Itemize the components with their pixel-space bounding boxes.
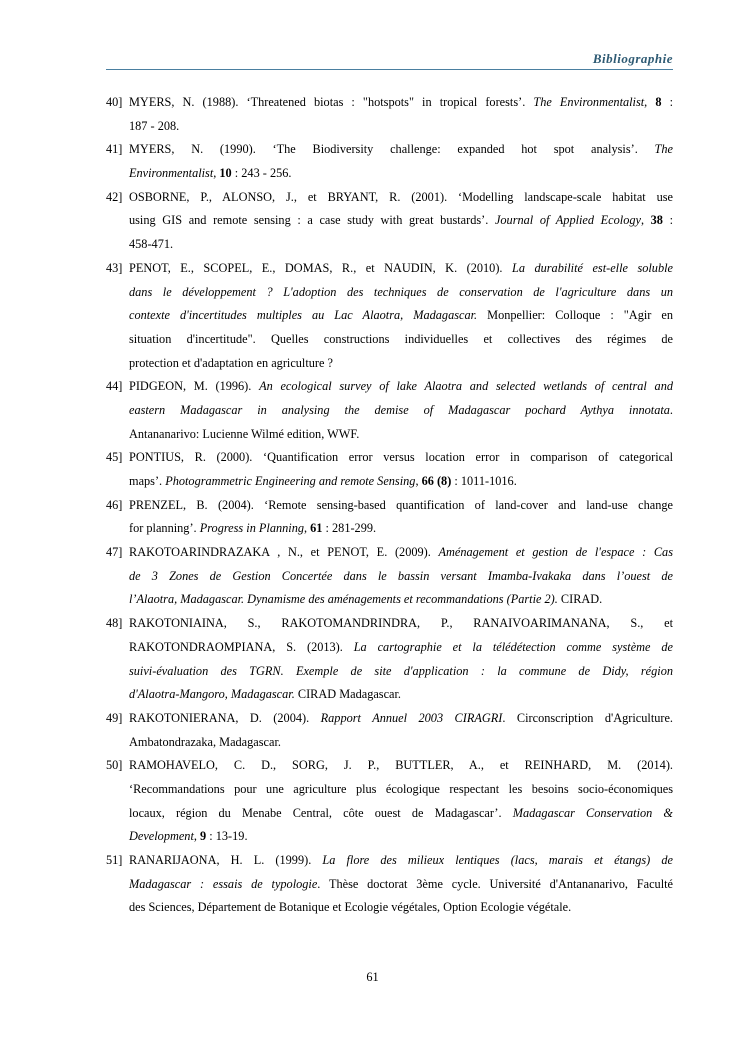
reference-line — [129, 707, 673, 731]
reference-number: 50] — [106, 758, 123, 773]
reference-segment: eastern Madagascar in analysing the demise of Madagascar pochard Aythya innotata — [129, 402, 670, 417]
reference-segment: RAKOTONDRAOMPIANA, S. (2013). — [129, 639, 354, 654]
reference-line — [129, 683, 673, 707]
reference-entry — [106, 186, 673, 257]
reference-text — [129, 138, 673, 185]
reference-line — [129, 612, 673, 636]
reference-entry — [106, 612, 673, 707]
reference-segment: protection et d'adaptation en agriculture ? — [129, 355, 334, 370]
reference-number: 45] — [106, 450, 123, 465]
reference-segment: 458-471. — [129, 237, 174, 252]
reference-segment: Progress in Planning — [199, 521, 304, 536]
reference-segment: CIRAD. — [557, 592, 603, 607]
reference-segment: La durabilité est-elle soluble — [511, 260, 673, 275]
reference-line — [129, 517, 673, 541]
reference-segment: using GIS and remote sensing : a case study with great bustards’. — [129, 213, 495, 228]
reference-line — [129, 494, 673, 518]
reference-segment: maps’. — [129, 474, 166, 488]
reference-entry — [106, 446, 673, 493]
reference-text — [129, 257, 673, 375]
reference-segment: des Sciences, Département de Botanique et Ecologie végétales, Option Ecologie végétale. — [129, 900, 572, 915]
reference-number: 42] — [106, 189, 123, 204]
reference-text — [129, 186, 673, 257]
reference-text — [129, 494, 673, 541]
reference-line — [129, 186, 673, 210]
reference-line — [129, 541, 673, 565]
reference-entry — [106, 754, 673, 849]
reference-segment: CIRAD Madagascar. — [294, 687, 402, 702]
reference-line — [129, 233, 673, 257]
reference-segment: , — [415, 474, 422, 488]
reference-segment: RANARIJAONA, H. L. (1999). — [129, 853, 323, 867]
reference-segment: The — [654, 142, 673, 157]
reference-segment: PENOT, E., SCOPEL, E., DOMAS, R., et NAUDIN, K. (2010). — [129, 260, 512, 275]
reference-segment: La cartographie et la télédétection comme système de — [353, 639, 673, 654]
reference-segment: , — [304, 521, 311, 536]
reference-segment: 66 (8) — [421, 474, 452, 488]
reference-segment: Madagascar : essais de typologie — [129, 876, 318, 891]
reference-entry — [106, 849, 673, 920]
reference-line — [129, 778, 673, 802]
reference-line — [129, 281, 673, 305]
reference-text — [129, 446, 673, 493]
reference-segment: Antananarivo: Lucienne Wilmé edition, WWF. — [129, 426, 360, 441]
reference-line — [129, 565, 673, 589]
reference-segment: situation d'incertitude". Quelles constructions individuelles et collectives des régimes de — [129, 331, 673, 346]
reference-line — [129, 304, 673, 328]
reference-segment: : 1011-1016. — [451, 474, 517, 488]
reference-segment: , — [193, 829, 201, 844]
reference-segment: 187 - 208. — [129, 118, 180, 133]
reference-line — [129, 328, 673, 352]
reference-segment: for planning’. — [129, 521, 200, 536]
reference-line — [129, 138, 673, 162]
reference-segment: contexte d'incertitudes multiples au Lac Alaotra, Madagascar. — [129, 308, 478, 323]
reference-segment: Ambatondrazaka, Madagascar. — [129, 734, 281, 749]
reference-line — [129, 896, 673, 920]
reference-segment: Madagascar Conservation & — [512, 805, 673, 820]
reference-segment: Photogrammetric Engineering and remote Sensing — [165, 474, 416, 488]
reference-segment: , — [640, 213, 651, 228]
reference-segment: La flore des milieux lentiques (lacs, marais et étangs) de — [322, 853, 673, 867]
reference-segment: suivi-évaluation des TGRN. Exemple de site d'application : la commune de Didy, région — [129, 663, 673, 678]
reference-entry — [106, 375, 673, 446]
page-number: 61 — [366, 970, 379, 984]
reference-segment: Journal of Applied Ecology — [494, 213, 641, 228]
reference-number: 51] — [106, 853, 123, 867]
reference-line — [129, 209, 673, 233]
reference-segment: The Environmentalist — [533, 95, 645, 109]
reference-text — [129, 754, 673, 849]
bibliography-list — [106, 91, 673, 920]
reference-line — [129, 636, 673, 660]
reference-number: 41] — [106, 142, 123, 157]
reference-number: 47] — [106, 545, 123, 560]
reference-segment: MYERS, N. (1990). ‘The Biodiversity challenge: expanded hot spot analysis’. — [129, 142, 655, 157]
reference-segment: PRENZEL, B. (2004). ‘Remote sensing-based quantification of land-cover and land-use change — [129, 497, 673, 512]
reference-segment: 61 — [310, 521, 323, 536]
reference-line — [129, 873, 673, 897]
reference-number: 49] — [106, 710, 123, 725]
reference-segment: , — [213, 166, 220, 181]
reference-number: 40] — [106, 95, 123, 109]
reference-number: 44] — [106, 379, 123, 394]
reference-segment: RAKOTOARINDRAZAKA , N., et PENOT, E. (2009). — [129, 545, 439, 560]
reference-segment: 8 — [655, 95, 662, 109]
reference-segment: : 13-19. — [206, 829, 248, 844]
reference-segment: , — [644, 95, 656, 109]
reference-line — [129, 731, 673, 755]
reference-segment: RAKOTONIERANA, D. (2004). — [129, 710, 321, 725]
reference-line — [129, 399, 673, 423]
running-header: Bibliographie — [592, 51, 673, 66]
reference-segment: de 3 Zones de Gestion Concertée dans le bassin versant Imamba-Ivakaka dans l’ouest de — [129, 568, 673, 583]
reference-segment: 38 — [650, 213, 663, 228]
reference-text — [129, 91, 673, 138]
reference-line — [129, 423, 673, 447]
reference-segment: : — [662, 213, 673, 228]
reference-line — [129, 470, 673, 494]
reference-entry — [106, 494, 673, 541]
reference-segment: : 243 - 256. — [231, 166, 292, 181]
reference-line — [129, 825, 673, 849]
reference-text — [129, 849, 673, 920]
reference-text — [129, 707, 673, 754]
reference-line — [129, 754, 673, 778]
header-divider — [106, 69, 673, 70]
reference-segment: MYERS, N. (1988). ‘Threatened biotas : "hotspots" in tropical forests’. — [129, 95, 534, 109]
reference-segment: d'Alaotra-Mangoro, Madagascar. — [129, 687, 295, 702]
reference-segment: l’Alaotra, Madagascar. Dynamisme des aménagements et recommandations (Partie 2). — [129, 592, 558, 607]
reference-line — [129, 162, 673, 186]
reference-line — [129, 257, 673, 281]
reference-segment: RAMOHAVELO, C. D., SORG, J. P., BUTTLER, A., et REINHARD, M. (2014). — [129, 758, 673, 773]
reference-segment: An ecological survey of lake Alaotra and selected wetlands of central and — [259, 379, 673, 394]
reference-entry — [106, 138, 673, 185]
reference-segment: Development — [129, 829, 194, 844]
reference-segment: Rapport Annuel 2003 CIRAGRI — [320, 710, 503, 725]
reference-segment: . — [669, 402, 673, 417]
reference-segment: 10 — [219, 166, 232, 181]
reference-segment: . Circonscription d'Agriculture. — [502, 710, 674, 725]
reference-segment: . Thèse doctorat 3ème cycle. Université d'Antananarivo, Faculté — [317, 876, 673, 891]
reference-text — [129, 375, 673, 446]
reference-entry — [106, 707, 673, 754]
reference-number: 46] — [106, 497, 123, 512]
reference-segment: RAKOTONIAINA, S., RAKOTOMANDRINDRA, P., RANAIVOARIMANANA, S., et — [129, 616, 673, 631]
reference-line — [129, 352, 673, 376]
reference-number: 43] — [106, 260, 123, 275]
reference-line — [129, 588, 673, 612]
reference-line — [129, 115, 673, 139]
reference-segment: : 281-299. — [322, 521, 377, 536]
reference-line — [129, 375, 673, 399]
reference-text — [129, 612, 673, 707]
reference-line — [129, 446, 673, 470]
reference-entry — [106, 541, 673, 612]
reference-line — [129, 802, 673, 826]
reference-entry — [106, 257, 673, 375]
reference-segment: Aménagement et gestion de l'espace : Cas — [438, 545, 673, 560]
reference-segment: : — [661, 95, 673, 109]
reference-segment: 9 — [200, 829, 207, 844]
reference-segment: ‘Recommandations pour une agriculture plus écologique respectant les besoins socio-économiques — [129, 781, 673, 796]
reference-segment: Monpellier: Colloque : "Agir en — [477, 308, 673, 323]
reference-segment: PIDGEON, M. (1996). — [129, 379, 260, 394]
reference-entry — [106, 91, 673, 138]
reference-text — [129, 541, 673, 612]
reference-line — [129, 91, 673, 115]
reference-segment: locaux, région du Menabe Central, côte ouest de Madagascar’. — [129, 805, 513, 820]
reference-line — [129, 660, 673, 684]
reference-segment: OSBORNE, P., ALONSO, J., et BRYANT, R. (2001). ‘Modelling landscape-scale habitat use — [129, 189, 673, 204]
reference-segment: Environmentalist — [129, 166, 214, 181]
reference-segment: PONTIUS, R. (2000). ‘Quantification error versus location error in comparison of categorical — [129, 450, 673, 465]
reference-segment: dans le développement ? L'adoption des techniques de conservation de l'agriculture dans un — [129, 284, 673, 299]
reference-number: 48] — [106, 616, 123, 631]
reference-line — [129, 849, 673, 873]
